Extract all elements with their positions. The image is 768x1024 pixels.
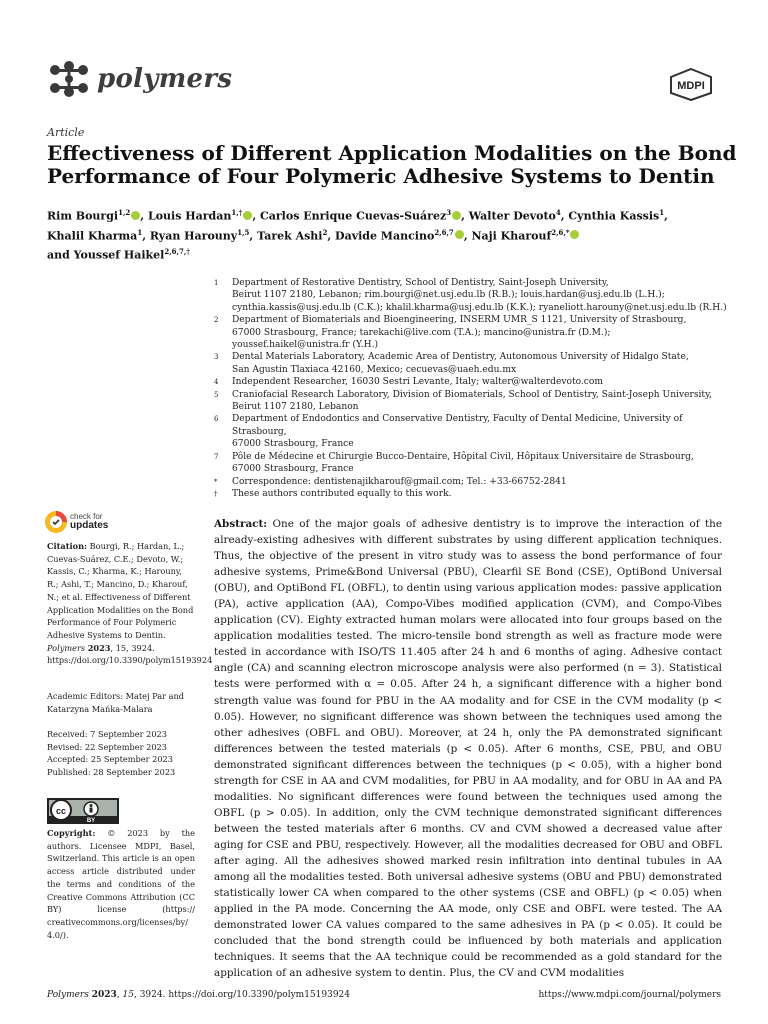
author-name: Khalil Kharma: [47, 229, 138, 243]
footer-journal: Polymers: [47, 990, 89, 1000]
copyright-block: [47, 827, 195, 941]
author-name: Walter Devoto: [468, 209, 556, 223]
author-affiliation-marker: 1: [659, 208, 665, 217]
mdpi-logo-text: MDPI: [677, 80, 705, 92]
footer-doi[interactable]: , 3924. https://doi.org/10.3390/polym15193924: [133, 990, 351, 1000]
affiliation-text: Craniofacial Research Laboratory, Division of Biomaterials, School of Dentistry, Saint-Joseph University, Beirut 1107 2180, Lebanon: [232, 389, 712, 413]
orcid-icon[interactable]: [455, 230, 464, 239]
author-separator: ,: [327, 229, 336, 243]
affiliation-text: Dental Materials Laboratory, Academic Area of Dentistry, Autonomous University of Hidalgo State, San Agustin Tlaxiaca 42160, Mexico; cecuevas@uaeh.edu.mx: [232, 352, 689, 375]
orcid-icon[interactable]: [570, 230, 579, 239]
author-separator: ,: [461, 209, 469, 223]
abstract: [214, 516, 722, 981]
affiliation-text: These authors contributed equally to this work.: [232, 488, 452, 499]
published-date: Published: 28 September 2023: [47, 767, 176, 778]
author-separator: ,: [249, 229, 258, 243]
author-affiliation-marker: 1: [137, 227, 143, 237]
affiliation-text: Correspondence: dentistenajikharouf@gmail.com; Tel.: +33-66752-2841: [232, 476, 567, 487]
cc-icon: [47, 798, 119, 824]
citation-block: [47, 540, 213, 667]
cc-by-text: BY: [86, 818, 96, 824]
affiliation-item: [214, 376, 734, 388]
author-name: Rim Bourgi: [47, 209, 119, 223]
updates-label: updates: [70, 520, 109, 531]
citation-label: Citation:: [47, 541, 88, 551]
affiliation-item: [214, 488, 734, 500]
footer-citation: Polymers 2023, 15, 3924. https://doi.org/10.3390/polym15193924: [47, 990, 351, 1000]
check-for-updates-icon[interactable]: [44, 510, 68, 534]
affiliation-item: [214, 314, 734, 351]
affiliation-number: 2: [214, 316, 219, 325]
academic-editors: Academic Editors: Matej Par and Katarzyna Mańka-Malara: [47, 691, 185, 714]
citation-text: Bourgi, R.; Hardan, L.; Cuevas-Suárez, C.E.; Devoto, W.; Kassis, C.; Kharma, K.; Harouny, R.; Ashi, T.; Mancino, D.; Kharouf, N.; et al. Effectiveness of Different Application Modalities on the Bond Performance of Four Polymeric Adhesive Systems to Dentin.: [47, 541, 194, 640]
affiliation-number: 4: [214, 378, 219, 387]
copyright-label: Copyright:: [47, 828, 96, 838]
affiliation-text: Department of Biomaterials and Bioengineering, INSERM UMR_S 1121, University of Strasbourg, 67000 Strasbourg, France; tarekachi@live.com (T.A.); mancino@unistra.fr (D.M.); youssef.haikel@unistra.fr (Y.H.): [232, 315, 687, 351]
affiliation-number: 6: [214, 415, 219, 424]
abstract-label: Abstract:: [214, 518, 268, 530]
author-name: Carlos Enrique Cuevas-Suárez: [260, 209, 447, 223]
affiliations-list: [214, 277, 734, 500]
svg-text:cc: cc: [55, 806, 67, 816]
orcid-icon[interactable]: [243, 211, 252, 220]
affiliation-item: [214, 389, 734, 414]
author-name: Davide Mancino: [335, 229, 435, 243]
affiliation-text: Department of Restorative Dentistry, School of Dentistry, Saint-Joseph University, Beirut 1107 2180, Lebanon; rim.bourgi@net.usj.edu.lb (R.B.); louis.hardan@usj.edu.lb (L.H.); cynthia.kassis@usj.edu.lb (C.K.); khalil.kharma@usj.edu.lb (K.K.); ryaneliott.harouny@net.usj.edu.lb (R.H.): [232, 278, 727, 313]
page-title: Effectiveness of Different Application Modalities on the Bond Performance of Four Polymeric Adhesive Systems to Dentin: [47, 141, 737, 188]
mdpi-logo: [667, 67, 715, 101]
affiliation-number: 7: [214, 452, 219, 461]
dates-block: [47, 728, 195, 779]
author-affiliation-marker: 1,5: [237, 227, 250, 237]
citation-year: 2023: [87, 642, 111, 653]
author-separator: ,: [664, 209, 668, 223]
check-for-label: check for: [70, 512, 103, 521]
author-name: Ryan Harouny: [149, 229, 238, 243]
author-name: Louis Hardan: [147, 209, 232, 223]
affiliation-number: 3: [214, 353, 219, 362]
author-affiliation-marker: 2,6,*: [551, 227, 570, 237]
author-affiliation-marker: 4: [555, 208, 561, 217]
author-list: [47, 205, 737, 264]
author-affiliation-marker: 3: [446, 208, 452, 217]
accepted-date: Accepted: 25 September 2023: [47, 754, 173, 765]
citation-journal: Polymers: [47, 642, 86, 653]
footer-journal-url[interactable]: https://www.mdpi.com/journal/polymers: [538, 990, 721, 1000]
affiliation-text: Independent Researcher, 16030 Sestri Levante, Italy; walter@walterdevoto.com: [232, 377, 603, 388]
author-separator: ,: [463, 229, 472, 243]
affiliation-number: *: [214, 477, 218, 486]
author-affiliation-marker: 2,6,7: [434, 227, 454, 237]
affiliation-number: 1: [214, 279, 219, 287]
orcid-icon[interactable]: [452, 211, 461, 220]
affiliation-number: †: [214, 489, 218, 498]
footer-year: 2023: [91, 990, 117, 1000]
author-name: Cynthia Kassis: [568, 209, 660, 223]
affiliation-item: [214, 277, 734, 314]
revised-date: Revised: 22 September 2023: [47, 741, 167, 752]
cc-by-license-badge[interactable]: [47, 798, 119, 824]
affiliation-number: 5: [214, 390, 219, 399]
check-for-updates-button[interactable]: [70, 512, 108, 530]
journal-name: polymers: [97, 64, 233, 94]
author-affiliation-marker: 1,2: [118, 208, 131, 217]
author-affiliation-marker: 2: [322, 227, 328, 237]
affiliation-item: [214, 351, 734, 376]
affiliation-item: [214, 451, 734, 476]
author-name: Naji Kharouf: [471, 229, 552, 243]
citation-doi[interactable]: , 15, 3924. https://doi.org/10.3390/polym15193924: [47, 642, 213, 666]
copyright-text: © 2023 by the authors. Licensee MDPI, Basel, Switzerland. This article is an open access article distributed under the terms and conditions of the Creative Commons Attribution (CC BY) license (https:// creativecommons.org/licenses/by/ 4.0/).: [47, 828, 196, 940]
abstract-text: One of the major goals of adhesive dentistry is to improve the interaction of the already-existing adhesives with different substrates by using different application techniques. Thus, the objective of the present in vitro study was to assess the bond performance of four adhesive systems, Prime&Bond Universal (PBU), Clearfil SE Bond (CSE), OptiBond Universal (OBU), and OptiBond FL (OBFL), to dentin using various application modes: passive application (PA), active application (AA), Compo-Vibes modified application (CVM), and Compo-Vibes application (CV). Eighty extracted human molars were allocated into four groups based on the application modalities tested. The micro-tensile bond strength as well as fracture mode were tested in accordance with ISO/TS 11.405 after 24 h and 6 months of aging. Adhesive contact angle (CA) and scanning electron microscope analysis were also performed (n = 3). Statistical tests were performed with α = 0.05. After 24 h, a significant difference with a higher bond strength value was found for PBU in the AA modality and for CSE in the CVM modality (p < 0.05). However, no significant difference was shown between the techniques used among the other adhesives (OBFL and OBU). Moreover, at 24 h, only the PA demonstrated significant differences between the tested materials (p < 0.05). After 6 months, CSE, PBU, and OBU demonstrated significant differences between the techniques (p < 0.05), with a higher bond strength for CSE in AA and CVM modalities, for PBU in AA modality, and for OBU in AA and PA modalities. No significant differences were found between the techniques used among the OBFL (p > 0.05). In addition, only the CVM technique demonstrated significant differences between the tested materials after 6 months. CV and CVM showed a decreased value after aging for CSE and PBU, respectively. However, all the modalities decreased for OBU and OBFL after aging. All the adhesives showed marked resin infiltration into dentinal tubules in AA among all the modalities tested. Both universal adhesive systems (OBU and PBU) demonstrated statistically lower CA when compared to the other systems (CSE and OBFL) (p < 0.05) when applied in the PA mode. Concerning the AA mode, only CSE and OBFL were tested. The AA demonstrated lower CA values compared to the same adhesives in PA (p < 0.05). It could be concluded that the bond strength could be influenced by both materials and application techniques. It seems that the AA technique could be recommended as a gold standard for the application of an adhesive system to dentin. Plus, the CV and CVM modalities: [214, 518, 722, 980]
author-affiliation-marker: 2,6,7,†: [164, 247, 190, 257]
polymers-logo-icon: [47, 60, 91, 98]
affiliation-item: [214, 413, 734, 450]
author-separator: ,: [140, 209, 148, 223]
received-date: Received: 7 September 2023: [47, 729, 167, 739]
author-separator: ,: [252, 209, 260, 223]
affiliation-text: Pôle de Médecine et Chirurgie Bucco-Dentaire, Hôpital Civil, Hôpitaux Universitaire de Strasbourg, 67000 Strasbourg, France: [232, 451, 694, 475]
author-affiliation-marker: 1,†: [231, 208, 243, 217]
orcid-icon[interactable]: [131, 211, 140, 220]
author-separator: ,: [142, 229, 150, 243]
affiliation-text: Department of Endodontics and Conservative Dentistry, Faculty of Dental Medicine, University of Strasbourg, 67000 Strasbourg, France: [232, 414, 683, 450]
affiliation-item: [214, 476, 734, 488]
footer-volume: 15: [122, 990, 134, 1000]
author-separator: ,: [560, 209, 569, 223]
article-type: Article: [47, 126, 85, 139]
author-name: Tarek Ashi: [257, 229, 323, 243]
author-name: and Youssef Haikel: [47, 248, 165, 262]
